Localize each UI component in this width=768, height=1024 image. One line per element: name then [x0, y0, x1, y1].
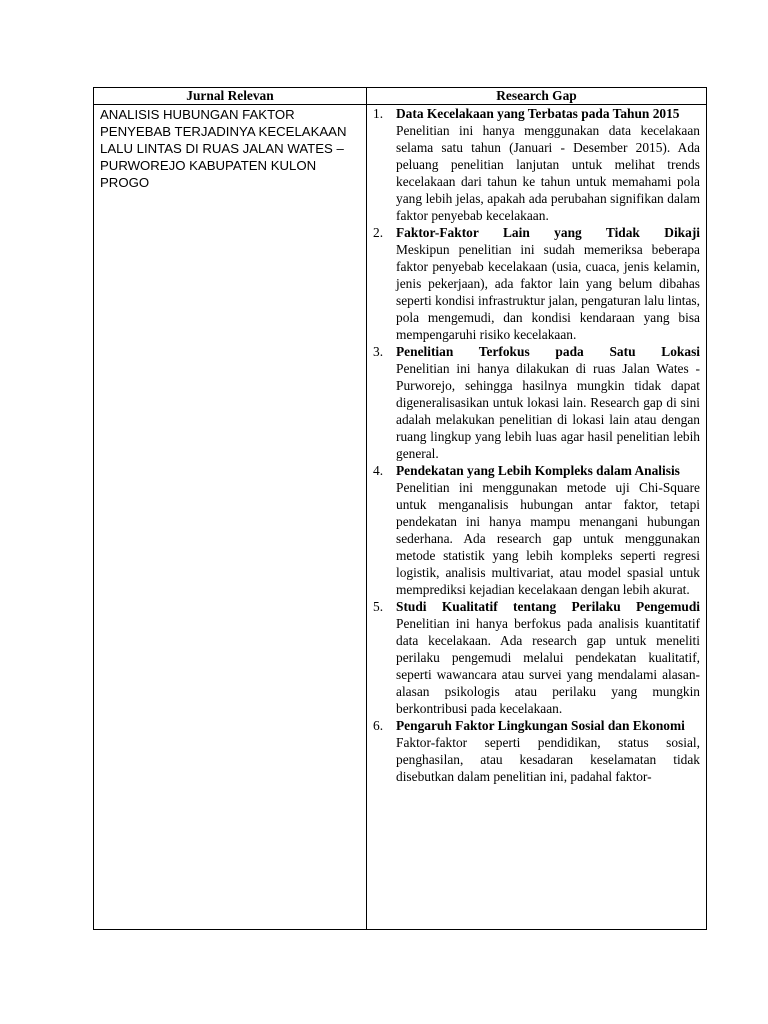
gap-title: Faktor-Faktor Lain yang Tidak Dikaji — [396, 225, 700, 240]
header-research-gap: Research Gap — [367, 88, 707, 105]
list-item — [373, 105, 700, 224]
list-item — [373, 598, 700, 717]
gap-title: Penelitian Terfokus pada Satu Lokasi — [396, 344, 700, 359]
table-row — [94, 105, 707, 930]
gap-number: 1. — [373, 106, 384, 121]
gap-number: 3. — [373, 344, 384, 359]
gap-description: Faktor-faktor seperti pendidikan, status sosial, penghasilan, atau kesadaran keselamatan tidak disebutkan dalam penelitian ini, padahal faktor- — [396, 735, 700, 784]
research-gap-cell — [367, 105, 707, 930]
gap-description: Penelitian ini menggunakan metode uji Chi-Square untuk menganalisis hubungan antar faktor, tetapi pendekatan ini hanya mampu menangani hubungan sederhana. Ada research gap untuk menggunakan metode statistik yang lebih kompleks seperti regresi logistik, analisis multivariat, atau model spasial untuk memprediksi kejadian kecelakaan dengan lebih akurat. — [396, 480, 700, 597]
gap-description: Meskipun penelitian ini sudah memeriksa beberapa faktor penyebab kecelakaan (usia, cuaca, jenis kelamin, jenis pekerjaan), ada faktor lain yang belum dibahas seperti kondisi infrastruktur jalan, pengaturan lalu lintas, pola mengemudi, dan kondisi kendaraan yang bisa mempengaruhi risiko kecelakaan. — [396, 242, 700, 342]
gap-list — [373, 105, 700, 785]
header-jurnal-relevan: Jurnal Relevan — [94, 88, 367, 105]
list-item — [373, 224, 700, 343]
document-page — [93, 87, 706, 930]
gap-title: Studi Kualitatif tentang Perilaku Pengemudi — [396, 599, 700, 614]
gap-title: Data Kecelakaan yang Terbatas pada Tahun 2015 — [396, 106, 680, 121]
table-header-row — [94, 88, 707, 105]
gap-number: 4. — [373, 463, 384, 478]
gap-number: 6. — [373, 718, 384, 733]
journal-title-cell: ANALISIS HUBUNGAN FAKTOR PENYEBAB TERJADINYA KECELAKAAN LALU LINTAS DI RUAS JALAN WATES – PURWOREJO KABUPATEN KULON PROGO — [94, 105, 367, 930]
list-item — [373, 343, 700, 462]
research-gap-table — [93, 87, 707, 930]
gap-description: Penelitian ini hanya berfokus pada analisis kuantitatif data kecelakaan. Ada research gap untuk meneliti perilaku pengemudi melalui pendekatan kualitatif, seperti wawancara atau survei yang mendalami alasan-alasan psikologis atau perilaku yang mungkin berkontribusi pada kecelakaan. — [396, 616, 700, 716]
gap-number: 2. — [373, 225, 384, 240]
list-item — [373, 717, 700, 785]
gap-description: Penelitian ini hanya menggunakan data kecelakaan selama satu tahun (Januari - Desember 2015). Ada peluang penelitian lanjutan untuk melihat trends kecelakaan dari tahun ke tahun untuk memahami pola yang lebih jelas, apakah ada perubahan signifikan dalam faktor penyebab kecelakaan. — [396, 123, 700, 223]
gap-title: Pendekatan yang Lebih Kompleks dalam Analisis — [396, 463, 680, 478]
gap-number: 5. — [373, 599, 384, 614]
gap-title: Pengaruh Faktor Lingkungan Sosial dan Ekonomi — [396, 718, 685, 733]
gap-description: Penelitian ini hanya dilakukan di ruas Jalan Wates - Purworejo, sehingga hasilnya mungkin tidak dapat digeneralisasikan untuk lokasi lain. Research gap di sini adalah melakukan penelitian di lokasi lain atau dengan ruang lingkup yang lebih luas agar hasil penelitian lebih general. — [396, 361, 700, 461]
list-item — [373, 462, 700, 598]
